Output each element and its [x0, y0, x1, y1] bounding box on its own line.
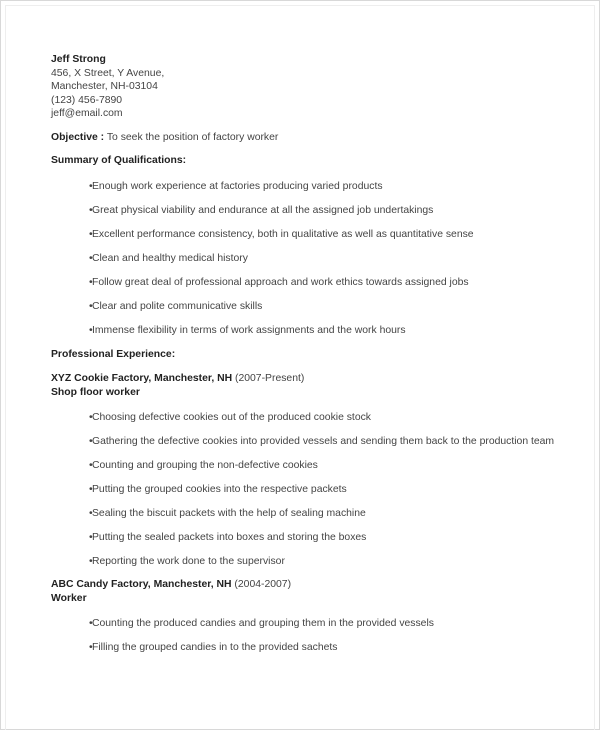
bullet-icon: •	[89, 301, 93, 312]
duty-item: •Reporting the work done to the supervisor	[51, 553, 557, 571]
address-line-1: 456, X Street, Y Avenue,	[51, 67, 165, 79]
bullet-icon: •	[89, 642, 93, 653]
objective-text: To seek the position of factory worker	[106, 131, 279, 143]
bullet-icon: •	[89, 618, 93, 629]
duty-item: •Counting and grouping the non-defective cookies	[51, 457, 557, 475]
objective-label: Objective :	[51, 131, 105, 143]
bullet-icon: •	[89, 532, 93, 543]
contact-block	[51, 53, 551, 121]
bullet-icon: •	[89, 325, 93, 336]
duty-item: •Putting the grouped cookies into the respective packets	[51, 481, 557, 499]
job-role: Shop floor worker	[51, 386, 140, 398]
job-header	[51, 578, 551, 592]
email-address: jeff@email.com	[51, 108, 123, 119]
duties-list	[51, 615, 551, 657]
job-role: Worker	[51, 592, 87, 604]
qualifications-heading: Summary of Qualifications:	[51, 155, 187, 166]
resume-document	[51, 53, 555, 663]
qualification-item: •Clean and healthy medical history	[51, 250, 557, 268]
duty-item: •Choosing defective cookies out of the produced cookie stock	[51, 409, 557, 427]
bullet-icon: •	[89, 205, 93, 216]
duty-item: •Putting the sealed packets into boxes and storing the boxes	[51, 529, 557, 547]
bullet-icon: •	[89, 508, 93, 519]
employment-period: (2007-Present)	[235, 373, 305, 384]
bullet-icon: •	[89, 556, 93, 567]
bullet-icon: •	[89, 412, 93, 423]
bullet-icon: •	[89, 229, 93, 240]
qualification-item: •Follow great deal of professional approach and work ethics towards assigned jobs	[51, 274, 557, 292]
duty-item: •Filling the grouped candies in to the provided sachets	[51, 639, 557, 657]
phone-number: (123) 456-7890	[51, 94, 123, 106]
company-name: XYZ Cookie Factory, Manchester, NH	[51, 373, 233, 384]
address-line-2: Manchester, NH-03104	[51, 81, 158, 92]
company-name: ABC Candy Factory, Manchester, NH	[51, 579, 232, 590]
qualification-item: •Clear and polite communicative skills	[51, 298, 557, 316]
job-entry	[51, 372, 555, 571]
qualification-item: •Great physical viability and endurance at all the assigned job undertakings	[51, 202, 557, 220]
bullet-icon: •	[89, 436, 93, 447]
bullet-icon: •	[89, 277, 93, 288]
bullet-icon: •	[89, 253, 93, 264]
job-header	[51, 372, 551, 386]
experience-heading: Professional Experience:	[51, 349, 176, 360]
qualification-item: •Excellent performance consistency, both in qualitative as well as quantitative sense	[51, 226, 557, 244]
objective-row	[51, 131, 551, 145]
duties-list	[51, 409, 555, 571]
duty-item: •Sealing the biscuit packets with the help of sealing machine	[51, 505, 557, 523]
duty-item: •Gathering the defective cookies into provided vessels and sending them back to the production team	[51, 433, 557, 451]
employment-period: (2004-2007)	[234, 579, 292, 590]
job-entry	[51, 578, 551, 657]
qualifications-list	[51, 178, 551, 340]
qualification-item: •Immense flexibility in terms of work assignments and the work hours	[51, 322, 557, 340]
qualification-item: •Enough work experience at factories producing varied products	[51, 178, 557, 196]
duty-item: •Counting the produced candies and grouping them in the provided vessels	[51, 615, 557, 633]
bullet-icon: •	[89, 181, 93, 192]
bullet-icon: •	[89, 484, 93, 495]
candidate-name: Jeff Strong	[51, 54, 106, 65]
bullet-icon: •	[89, 460, 93, 471]
